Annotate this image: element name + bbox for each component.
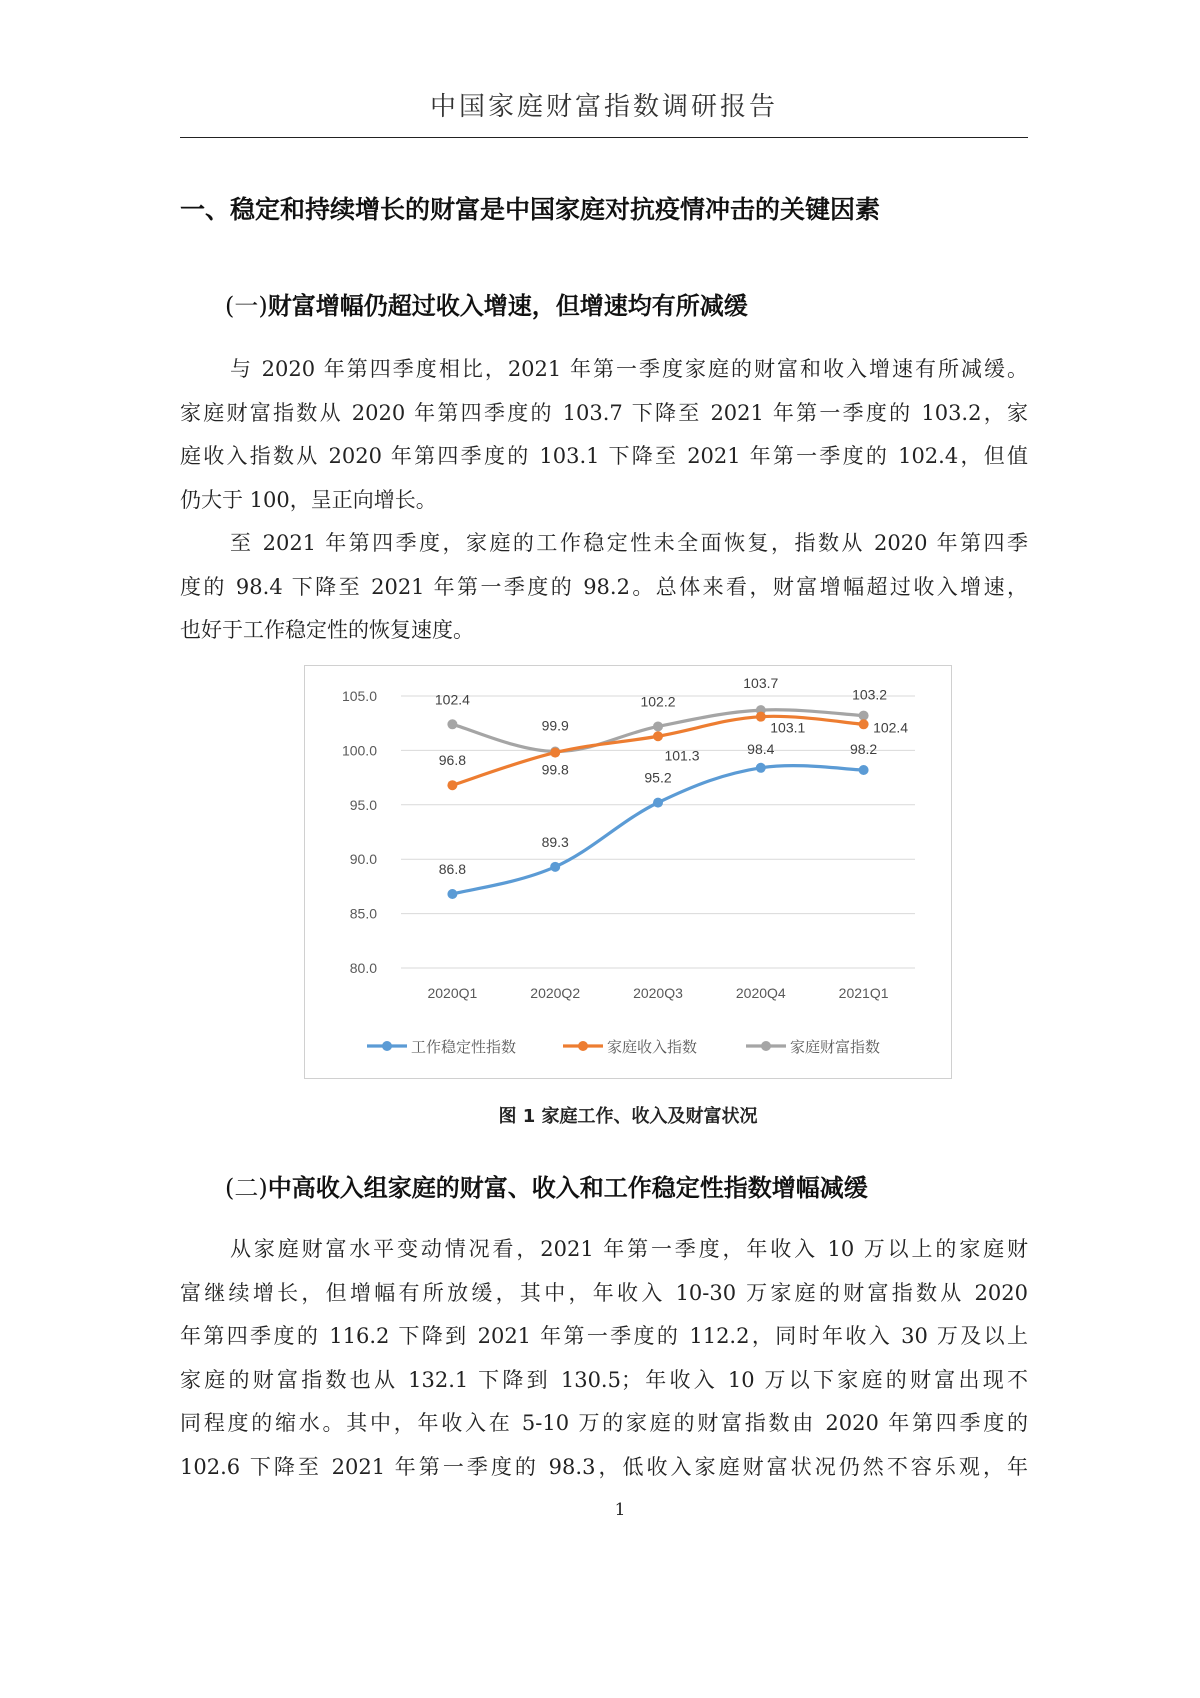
subsection-number: (二): [225, 1174, 268, 1202]
data-point: [756, 712, 766, 722]
data-point: [859, 711, 869, 721]
data-label: 101.3: [664, 747, 700, 764]
subsection-heading-2: [225, 1168, 868, 1203]
y-tick-label: 80.0: [349, 960, 377, 976]
paragraph-line: 家庭的财富指数也从 132.1 下降到 130.5；年收入 10 万以下家庭的财富出现不: [180, 1367, 1028, 1392]
paragraph-line: 同程度的缩水。其中，年收入在 5-10 万的家庭的财富指数由 2020 年第四季度的: [180, 1411, 1028, 1435]
data-point: [550, 862, 560, 872]
legend-marker: [761, 1041, 771, 1051]
y-tick-label: 95.0: [349, 796, 377, 813]
data-label: 103.1: [770, 719, 806, 736]
paragraph-line: 102.6 下降至 2021 年第一季度的 98.3，低收入家庭财富状况仍然不容乐观，年: [180, 1454, 1028, 1479]
paragraph-line: 富继续增长，但增幅有所放缓，其中，年收入 10-30 万家庭的财富指数从 2020: [180, 1280, 1028, 1305]
data-label: 98.4: [747, 740, 775, 757]
x-tick-label: 2020Q4: [735, 985, 786, 1001]
legend-label: 家庭财富指数: [790, 1038, 881, 1056]
paragraph-line: 与 2020 年第四季度相比，2021 年第一季度家庭的财富和收入增速有所减缓。: [230, 357, 1028, 381]
paragraph-line: 也好于工作稳定性的恢复速度。: [180, 618, 474, 642]
data-label: 99.9: [541, 717, 569, 734]
x-tick-label: 2020Q2: [530, 985, 581, 1001]
subsection-title: 财富增幅仍超过收入增速，但增速均有所减缓: [267, 292, 748, 320]
x-tick-label: 2020Q3: [633, 985, 683, 1001]
y-tick-label: 85.0: [349, 905, 377, 922]
y-tick-label: 90.0: [349, 851, 377, 868]
data-point: [653, 798, 663, 808]
data-label: 86.8: [438, 861, 467, 878]
section-heading: 一、稳定和持续增长的财富是中国家庭对抗疫情冲击的关键因素: [180, 195, 881, 224]
running-header: 中国家庭财富指数调研报告: [429, 92, 778, 122]
subsection-heading-1: [225, 286, 748, 321]
y-tick-label: 100.0: [341, 742, 377, 759]
data-point: [653, 721, 663, 731]
data-label: 96.8: [438, 752, 467, 769]
header-rule: [180, 137, 1028, 138]
paragraph-line: 从家庭财富水平变动情况看，2021 年第一季度，年收入 10 万以上的家庭财: [230, 1237, 1028, 1261]
data-label: 95.2: [644, 769, 672, 786]
y-tick-label: 105.0: [341, 688, 377, 704]
figure-caption: 图 1 家庭工作、收入及财富状况: [498, 1106, 758, 1127]
chart-canvas: [305, 666, 951, 1078]
data-point: [447, 889, 457, 899]
x-tick-label: 2021Q1: [838, 985, 889, 1001]
data-point: [447, 719, 457, 729]
data-label: 102.4: [873, 719, 909, 736]
paragraph-3: [180, 1228, 1028, 1489]
data-point: [447, 780, 457, 790]
data-label: 103.2: [852, 686, 888, 703]
legend-label: 家庭收入指数: [607, 1038, 698, 1056]
data-label: 102.4: [434, 691, 470, 708]
data-point: [859, 765, 869, 775]
paragraph-line: 度的 98.4 下降至 2021 年第一季度的 98.2。总体来看，财富增幅超过收入增速，: [180, 574, 1028, 599]
page-number: 1: [614, 1500, 626, 1520]
data-label: 89.3: [541, 833, 569, 850]
data-label: 102.2: [640, 693, 676, 710]
paragraph-line: 家庭财富指数从 2020 年第四季度的 103.7 下降至 2021 年第一季度的 103.2，家: [180, 400, 1028, 425]
data-label: 103.7: [743, 675, 779, 692]
paragraph-line: 庭收入指数从 2020 年第四季度的 103.1 下降至 2021 年第一季度的 102.4，但值: [180, 444, 1028, 468]
legend-marker: [382, 1041, 392, 1051]
paragraph-2: [180, 522, 1028, 653]
legend-marker: [578, 1041, 588, 1051]
subsection-title: 中高收入组家庭的财富、收入和工作稳定性指数增幅减缓: [267, 1174, 868, 1202]
data-point: [653, 731, 663, 741]
paragraph-line: 至 2021 年第四季度，家庭的工作稳定性未全面恢复，指数从 2020 年第四季: [230, 531, 1028, 555]
data-point: [859, 719, 869, 729]
legend-label: 工作稳定性指数: [411, 1038, 517, 1056]
paragraph-line: 仍大于 100，呈正向增长。: [180, 487, 437, 512]
data-label: 99.8: [541, 761, 569, 778]
line-chart: [304, 665, 952, 1079]
paragraph-line: 年第四季度的 116.2 下降到 2021 年第一季度的 112.2，同时年收入 30 万及以上: [180, 1324, 1028, 1348]
paragraph-1: [180, 348, 1028, 522]
subsection-number: (一): [225, 292, 268, 320]
data-point: [550, 748, 560, 758]
x-tick-label: 2020Q1: [427, 985, 478, 1001]
data-label: 98.2: [849, 740, 878, 757]
data-point: [756, 763, 766, 773]
